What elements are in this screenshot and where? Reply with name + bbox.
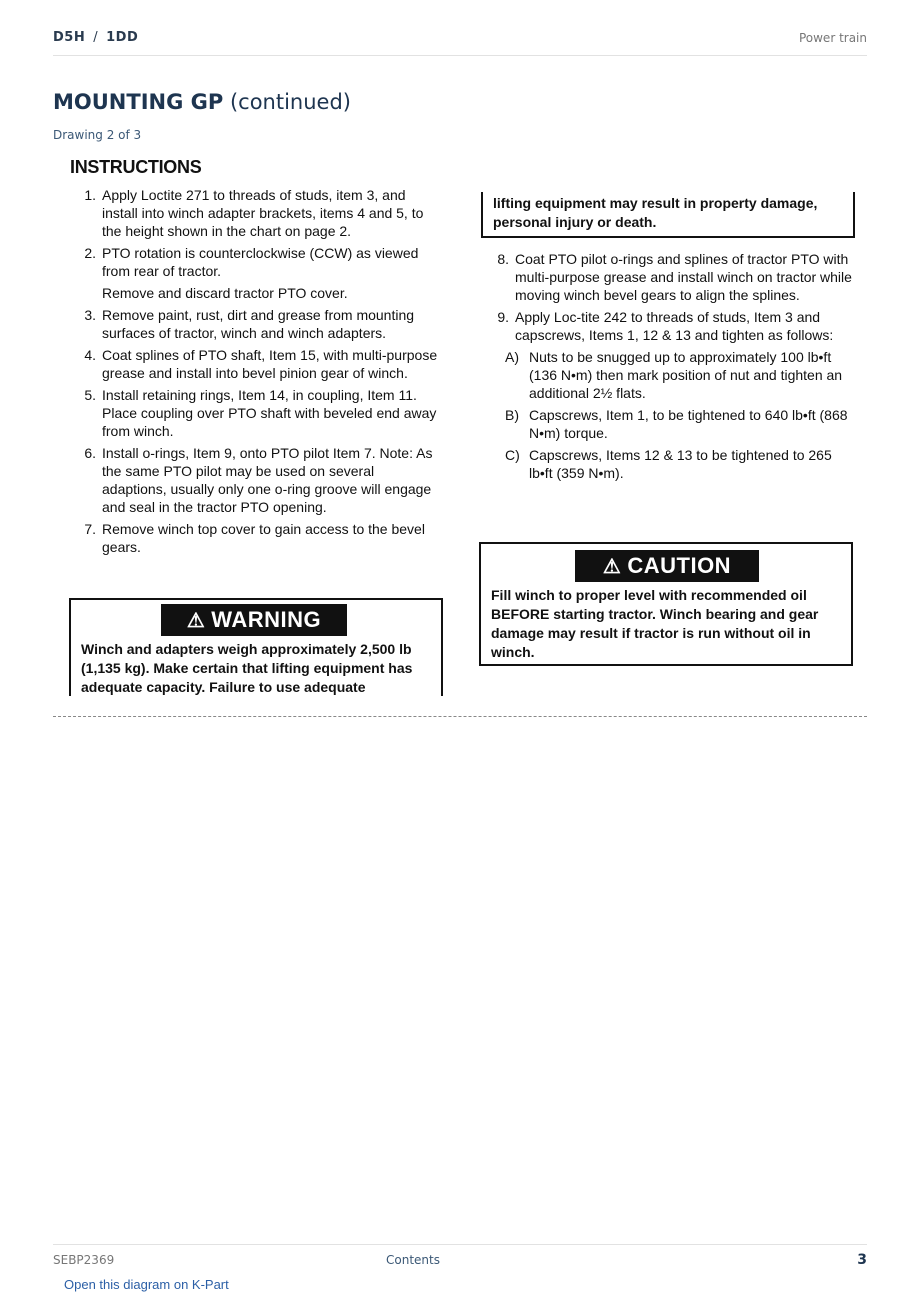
instruction-item: 7. Remove winch top cover to gain access to the bevel gears. bbox=[84, 521, 425, 555]
open-diagram-link[interactable]: Open this diagram on K-Part bbox=[64, 1277, 229, 1292]
instructions-heading: INSTRUCTIONS bbox=[70, 157, 202, 177]
caution-label: CAUTION bbox=[627, 553, 732, 578]
caution-triangle-icon: ⚠ bbox=[602, 555, 622, 578]
instruction-item: 4. Coat splines of PTO shaft, Item 15, with multi-purpose grease and install into bevel pinion gear of winch. bbox=[84, 347, 438, 381]
instruction-item: 3. Remove paint, rust, dirt and grease from mounting surfaces of tractor, winch and winch adapters. bbox=[84, 307, 415, 341]
instruction-item: 8. Coat PTO pilot o-rings and splines of tractor PTO with multi-purpose grease and install winch on tractor while moving winch bevel gears to align the splines. bbox=[497, 251, 852, 303]
drawing-subtitle: Drawing 2 of 3 bbox=[53, 128, 142, 142]
footer-divider bbox=[53, 1244, 867, 1245]
warning-label: WARNING bbox=[211, 607, 322, 632]
warning-triangle-icon: ⚠ bbox=[186, 609, 206, 632]
scanned-instructions bbox=[53, 150, 867, 715]
page-title bbox=[53, 90, 351, 114]
warning-continued-text: lifting equipment may result in property damage, personal injury or death. bbox=[493, 195, 818, 230]
torque-sub-item: B) Capscrews, Item 1, to be tightened to 640 lb•ft (868 N•m) torque. bbox=[505, 407, 848, 441]
instruction-item: Remove and discard tractor PTO cover. bbox=[102, 285, 348, 301]
header-divider bbox=[53, 55, 867, 56]
instruction-item: 1. Apply Loctite 271 to threads of studs, item 3, and install into winch adapter brackets, items 4 and 5, to the height shown in the chart on page 2. bbox=[84, 187, 424, 239]
header-model: D5H bbox=[53, 30, 86, 45]
contents-link[interactable]: Contents bbox=[386, 1253, 440, 1267]
caution-badge bbox=[575, 550, 759, 582]
header-model-serial bbox=[53, 30, 138, 45]
instruction-item: 9. Apply Loc-tite 242 to threads of studs, Item 3 and capscrews, Items 1, 12 & 13 and tighten as follows: bbox=[497, 309, 834, 343]
warning-box bbox=[69, 598, 443, 696]
caution-box bbox=[479, 542, 853, 666]
instruction-item: 5. Install retaining rings, Item 14, in coupling, Item 11. Place coupling over PTO shaft with beveled end away from winch. bbox=[84, 387, 437, 439]
torque-sub-item: A) Nuts to be snugged up to approximately 100 lb•ft (136 N•m) then mark position of nut and tighten an additional 2½ flats. bbox=[505, 349, 843, 401]
section-divider bbox=[53, 716, 867, 717]
instructions-right-column bbox=[483, 250, 853, 486]
header-serial: 1DD bbox=[106, 30, 139, 45]
warning-continued-box bbox=[481, 192, 855, 238]
footer-doc-id: SEBP2369 bbox=[53, 1253, 115, 1267]
page-title-suffix: (continued) bbox=[229, 90, 351, 114]
page-title-main: MOUNTING GP bbox=[53, 90, 224, 114]
instruction-item: 6. Install o-rings, Item 9, onto PTO pilot Item 7. Note: As the same PTO pilot may be used on several adaptions, usually only one o-ring groove will engage and seal in the tractor PTO opening. bbox=[84, 445, 433, 515]
header-separator: / bbox=[93, 30, 99, 45]
warning-badge bbox=[161, 604, 347, 636]
instruction-item: 2. PTO rotation is counterclockwise (CCW) as viewed from rear of tractor. bbox=[84, 245, 419, 279]
page-number: 3 bbox=[857, 1252, 867, 1268]
torque-sub-item: C) Capscrews, Items 12 & 13 to be tightened to 265 lb•ft (359 N•m). bbox=[505, 447, 832, 481]
caution-text: Fill winch to proper level with recommended oil BEFORE starting tractor. Winch bearing and gear damage may result if tractor is run without oil in winch. bbox=[491, 587, 819, 660]
instructions-left-column bbox=[70, 186, 438, 560]
header-section: Power train bbox=[798, 31, 867, 45]
warning-text: Winch and adapters weigh approximately 2,500 lb (1,135 kg). Make certain that lifting equipment has adequate capacity. Failure to use adequate bbox=[81, 641, 413, 695]
